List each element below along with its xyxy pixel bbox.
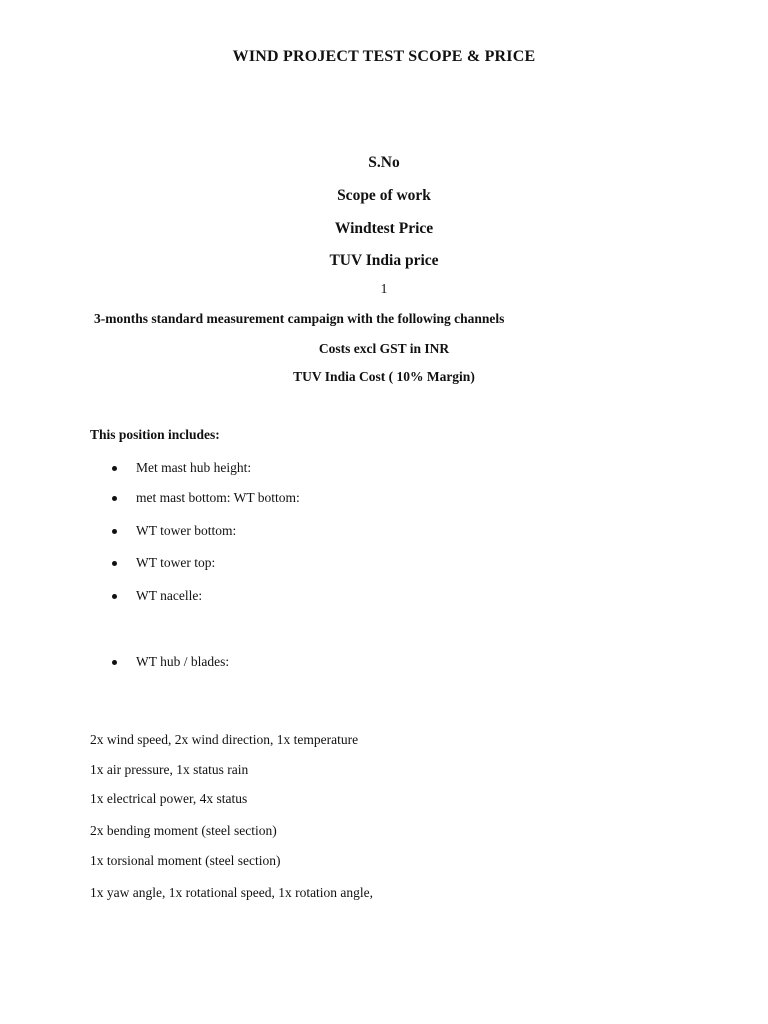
list-item-text: WT hub / blades:: [136, 654, 230, 669]
channel-line: 2x bending moment (steel section): [90, 823, 277, 838]
channel-line: 1x yaw angle, 1x rotational speed, 1x rotation angle,: [90, 885, 374, 900]
channel-line: 2x wind speed, 2x wind direction, 1x temperature: [90, 732, 359, 747]
costs-label: Costs excl GST in INR: [318, 341, 450, 356]
header-tuv-india-price: TUV India price: [329, 252, 439, 269]
channel-line: 1x air pressure, 1x status rain: [90, 762, 249, 777]
row-description: 3-months standard measurement campaign with the following channels: [94, 311, 505, 326]
list-item-text: WT nacelle:: [136, 588, 203, 603]
header-windtest-price: Windtest Price: [334, 220, 434, 237]
bullet-icon: [112, 561, 117, 566]
tuv-cost-label: TUV India Cost ( 10% Margin): [293, 369, 475, 384]
list-item-text: WT tower top:: [136, 555, 216, 570]
header-sno: S.No: [368, 154, 400, 171]
bullet-icon: [112, 496, 117, 501]
bullet-icon: [112, 529, 117, 534]
page-title: WIND PROJECT TEST SCOPE & PRICE: [232, 48, 536, 65]
bullet-icon: [112, 466, 117, 471]
row-number: 1: [380, 281, 388, 296]
includes-heading: This position includes:: [90, 427, 220, 442]
channel-line: 1x torsional moment (steel section): [90, 853, 281, 868]
list-item-text: WT tower bottom:: [136, 523, 237, 538]
channel-line: 1x electrical power, 4x status: [90, 791, 248, 806]
list-item-text: Met mast hub height:: [136, 460, 252, 475]
bullet-icon: [112, 594, 117, 599]
list-item-text: met mast bottom: WT bottom:: [136, 490, 300, 505]
bullet-icon: [112, 660, 117, 665]
header-scope-of-work: Scope of work: [337, 187, 431, 204]
